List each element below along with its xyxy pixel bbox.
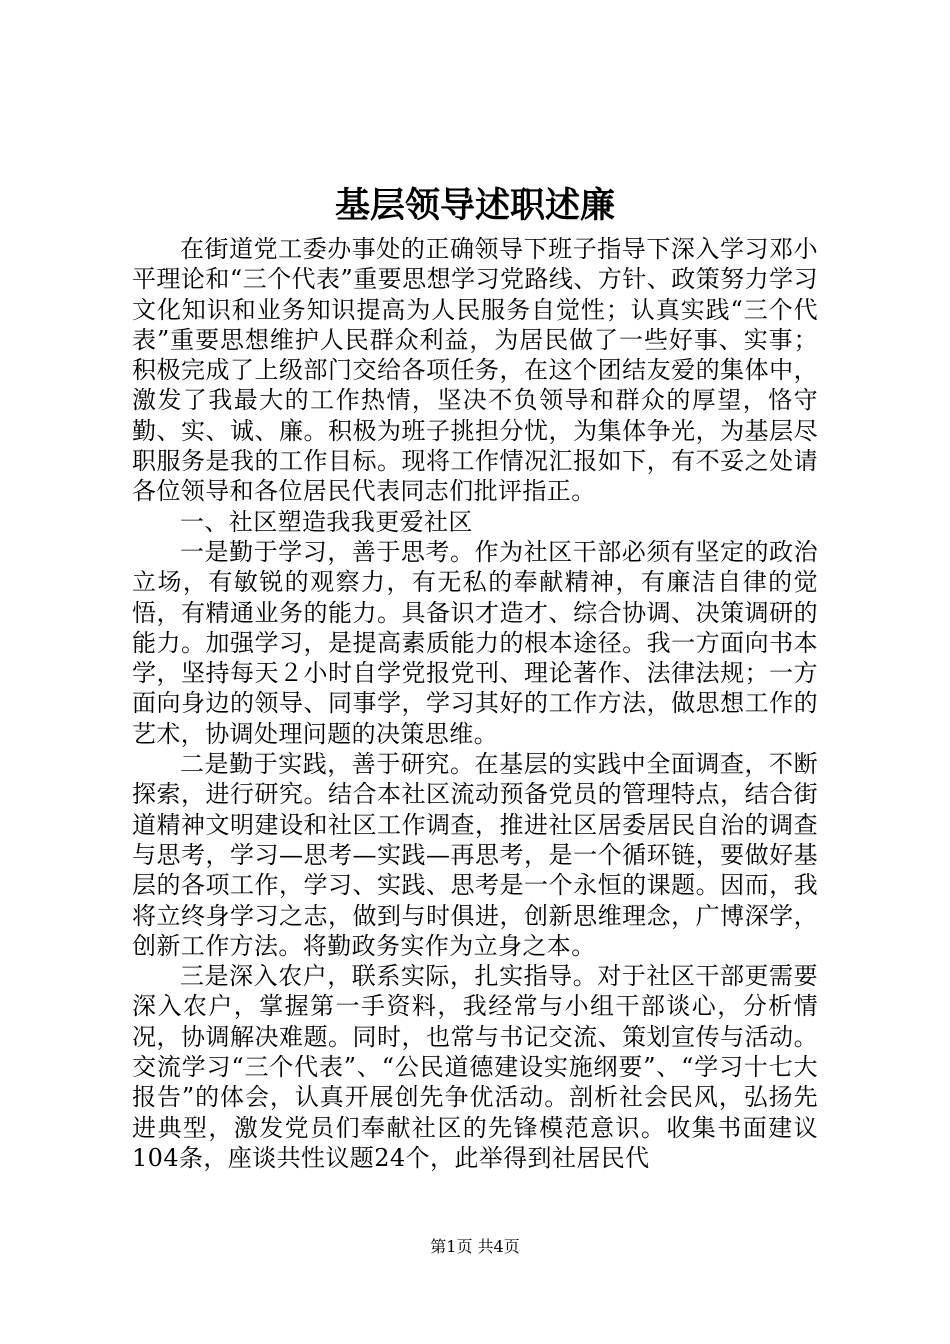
paragraph-intro: 在街道党工委办事处的正确领导下班子指导下深入学习邓小平理论和“三个代表”重要思想学习党路线、方针、政策努力学习文化知识和业务知识提高为人民服务自觉性；认真实践“三个代表”重要思想维护人民群众利益，为居民做了一些好事、实事；积极完成了上级部门交给各项任务，在这个团结友爱的集体中，激发了我最大的工作热情，坚决不负领导和群众的厚望，恪守勤、实、诚、廉。积极为班子挑担分忧，为集体争光，为基层尽职服务是我的工作目标。现将工作情况汇报如下，有不妥之处请各位领导和各位居民代表同志们批评指正。 bbox=[132, 235, 818, 506]
paragraph-study: 一是勤于学习，善于思考。作为社区干部必须有坚定的政治立场，有敏锐的观察力，有无私的奉献精神，有廉洁自律的觉悟，有精通业务的能力。具备识才造才、综合协调、决策调研的能力。加强学习，是提高素质能力的根本途径。我一方面向书本学，坚持每天２小时自学党报党刊、理论著作、法律法规；一方面向身边的领导、同事学，学习其好的工作方法，做思想工作的艺术，协调处理问题的决策思维。 bbox=[132, 537, 818, 748]
document-title: 基层领导述职述廉 bbox=[334, 185, 615, 226]
paragraph-households: 三是深入农户，联系实际，扎实指导。对于社区干部更需要深入农户，掌握第一手资料，我经常与小组干部谈心，分析情况，协调解决难题。同时，也常与书记交流、策划宣传与活动。交流学习“三个代表”、“公民道德建设实施纲要”、“学习十七大报告”的体会，认真开展创先争优活动。剖析社会民风，弘扬先进典型，激发党员们奉献社区的先锋模范意识。收集书面建议104条，座谈共性议题24个，此举得到社居民代 bbox=[132, 962, 818, 1172]
document-body bbox=[132, 234, 818, 1173]
section-heading: 一、社区塑造我我更爱社区 bbox=[180, 507, 473, 536]
paragraph-practice: 二是勤于实践，善于研究。在基层的实践中全面调查，不断探索，进行研究。结合本社区流动预备党员的管理特点，结合街道精神文明建设和社区工作调查，推进社区居委居民自治的调查与思考，学习—思考—实践—再思考，是一个循环链，要做好基层的各项工作，学习、实践、思考是一个永恒的课题。因而，我将立终身学习之志，做到与时俱进，创新思维理念，广博深学，创新工作方法。将勤政务实作为立身之本。 bbox=[132, 750, 818, 960]
page-footer: 第1页 共4页 bbox=[430, 1237, 520, 1256]
